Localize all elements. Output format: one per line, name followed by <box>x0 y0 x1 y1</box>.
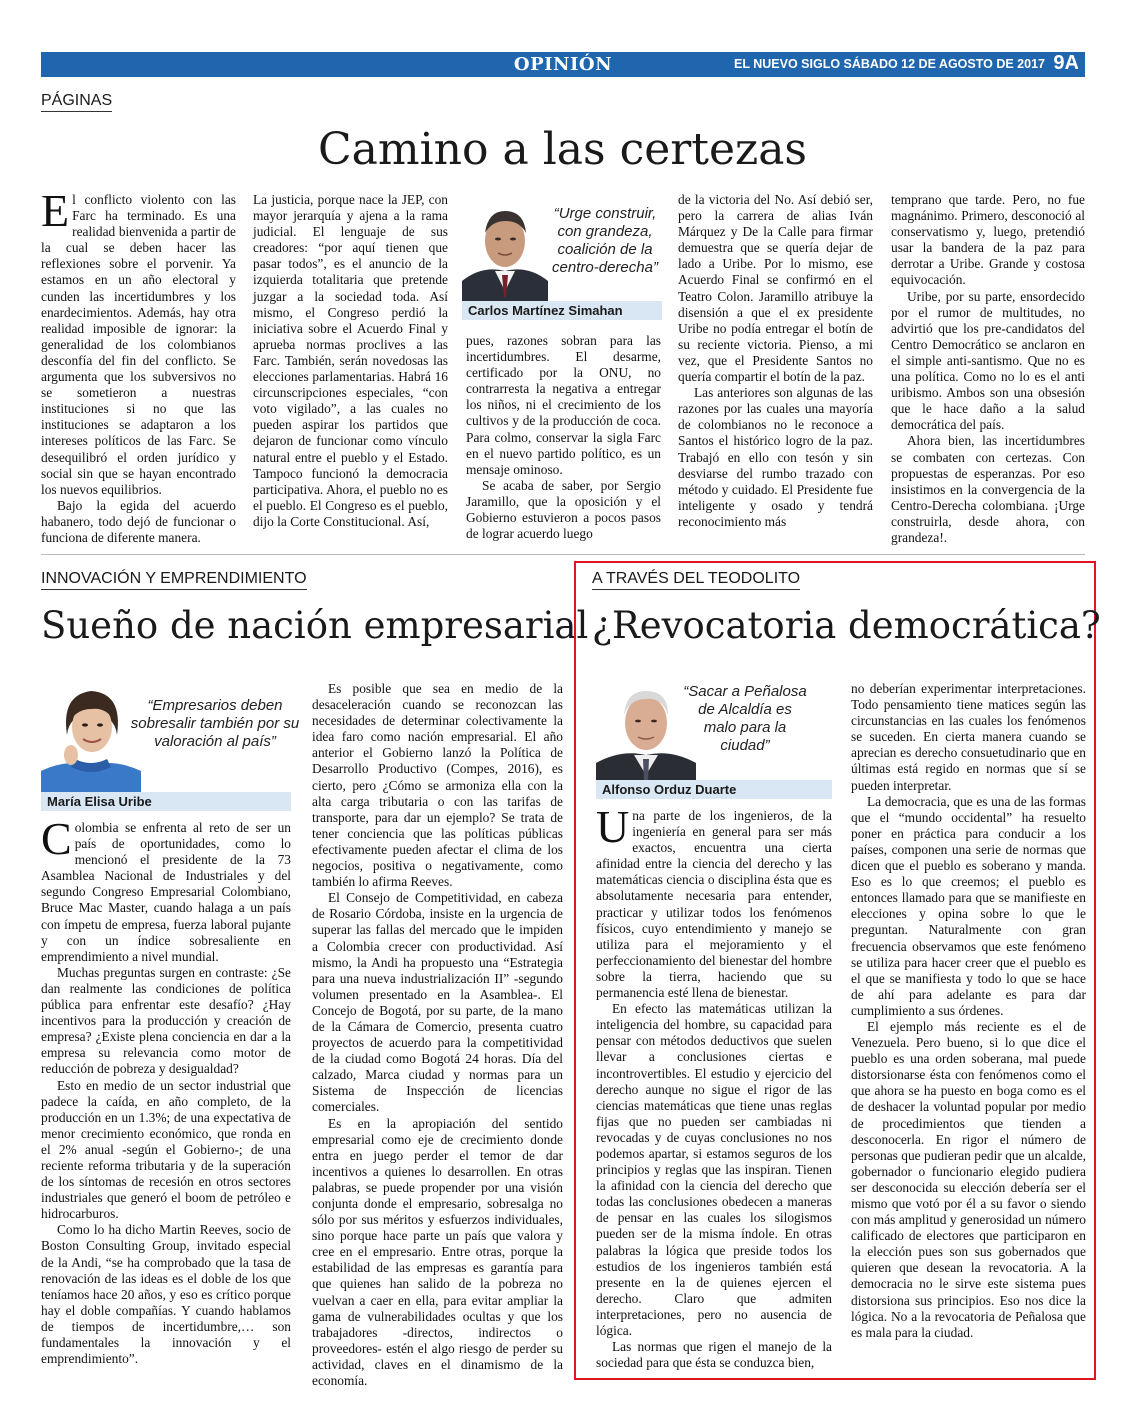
article2-col2 <box>312 681 563 1389</box>
article2-author: María Elisa Uribe <box>41 792 291 811</box>
section-label: OPINIÓN <box>513 54 613 75</box>
portrait-image <box>462 193 548 303</box>
section-divider <box>41 554 1085 555</box>
paragraph: Es posible que sea en medio de la desaceleración cuando se reconozcan las necesidades de determinar colectivamente la idea faro como nación empresarial. El año anterior el Gobierno lanzó la Política de Desarrollo Productivo (Compes, 2016), es cierto, pero ¿Cómo se armoniza ella con la alta carga tributaria o con las tarifas de transporte, para dar un ejemplo? Se trata de tener conciencia que las políticas públicas efectivamente pueden afectar el clima de los negocios, positiva o negativamente, como también lo afirma Reeves. <box>312 681 563 890</box>
paragraph: Uribe, por su parte, ensordecido por el rumor de multitudes, no advirtió que los pre-candidatos del Centro Democrático se anclaron en el simple anti-santismo. Que no es una política. Como no lo es el anti uribismo. Ambos son una obsesión que le hace daño a la salud democrática del país. <box>891 288 1085 433</box>
paragraph: Las anteriores son algunas de las razones por las cuales una mayoría de colombianos no le reconoce a Santos el histórico logro de la paz. Trabajó en ello con tesón y sin desviarse del rumbo trazado con método y cuidado. El Presidente fue inteligente y osado y tendrá reconocimiento más <box>678 385 873 529</box>
paragraph: Como lo ha dicho Martin Reeves, socio de Boston Consulting Group, invitado especial de la Andi, “se ha comprobado que la tasa de renovación de las ideas es el doble de los que teníamos hace 20 años, y eso es crítico porque hay el doble compañías. Y cuando hablamos de tiempos de incertidumbre,… son fundamentales la innovación y el emprendimiento”. <box>41 1222 291 1367</box>
article2-kicker: INNOVACIÓN Y EMPRENDIMIENTO <box>41 570 307 590</box>
paragraph: l conflicto violento con las Farc ha terminado. Es una realidad bienvenida a partir de la cual se deben hacer las reflexiones sobre el porvenir. Ya estamos en un año electoral y cunden las incertidumbres y los enardecimientos. Además, hay otra realidad imposible de ignorar: la generalidad de los colombianos desconfía del fin del conflicto. Se argumenta que los subversivos no se sometieron a nuestras instituciones si no que las instituciones se adaptaron a los intereses políticos de las Farc. Se desequilibró el orden jurídico y social sin que se hayan encontrado los nuevos equilibrios. <box>41 192 236 497</box>
paragraph: de la victoria del No. Así debió ser, pero la carrera de alias Iván Márquez y De la Calle para firmar demuestra que se quería dejar de lado a Uribe. Por lo mismo, ese Acuerdo Final se confirmó en el Teatro Colon. Jaramillo atribuye la disensión a que el ex presidente Uribe no podía entregar el botín de su reciente victoria. Pienso, a mi vez, que el Presidente Santos no quería compartir el botín de la paz. <box>678 192 873 385</box>
paragraph: pues, razones sobran para las incertidumbres. El desarme, certificado por la ONU, no contrarresta la negativa a entregar los niños, ni el crecimiento de los cultivos y de la producción de coca. Para colmo, conservar la sigla Farc en el nuevo partido político, es un mensaje ominoso. <box>466 333 661 477</box>
article3-col2 <box>851 681 1086 1341</box>
article1-quote: “Urge construir, con grandeza, coalición de la centro-derecha” <box>552 205 658 276</box>
article1-headline: Camino a las certezas <box>317 124 808 175</box>
paragraph: Ahora bien, las incertidumbres se combaten con certezas. Con propuestas de esperanzas. Por eso insistimos en la convergencia de la Centro-Derecha colombiana. ¡Urge construirla, desde ahora, con grandeza!. <box>891 433 1085 545</box>
article1-col3 <box>466 333 661 542</box>
article1-dropcap: E <box>41 185 70 236</box>
paragraph: Se acaba de saber, por Sergio Jaramillo, que la oposición y el Gobierno estuvieron a pocos pasos de lograr acuerdo luego <box>466 477 661 542</box>
paragraph: El ejemplo más reciente es el de Venezuela. Pero bueno, si lo que dice el pueblo es una orden soberana, mal puede distorsionarse ésta con fenómenos como el que ahora se ha puesto en boga como es el de deshacer la voluntad popular por medio de procedimientos que tienden a desconocerla. En rigor el número de personas que pudieran pedir que un alcalde, gobernador o funcionario elegido pudiera ser desconocida su elección debería ser el mismo que votó por él a su favor o siendo con más amplitud y generosidad un número calificado de electores que participaron en la elección pues son sus gobernados que quieren que desean la revocatoria. A la democracia no le sirve este sistema pues distorsiona sus principios. Eso nos dice la lógica. No a la revocatoria de Peñalosa que es mala para la ciudad. <box>851 1018 1086 1340</box>
paragraph: Muchas preguntas surgen en contraste: ¿Se dan realmente las condiciones de política pública para enfrentar este desafío? ¿Hay incentivos para la producción y creación de empresa? ¿Existe plena conciencia en dar a la empresa su relevancia como motor de reducción de pobreza y desigualdad? <box>41 964 291 1077</box>
paragraph: no deberían experimentar interpretaciones. Todo pensamiento tiene matices según las circunstancias en las cuales los fenómenos se suceden. En cierta manera cuando se aprecian es derecho consuetudinario que en últimas está regido en normas que sí se pueden interpretar. <box>851 681 1086 793</box>
article3-dropcap: U <box>596 801 630 852</box>
author-photo-carlos <box>462 193 548 303</box>
paragraph: Las normas que rigen el manejo de la sociedad para que ésta se conduzca bien, <box>596 1339 832 1371</box>
page-number: 9A <box>1053 52 1079 74</box>
article1-col4 <box>678 192 873 530</box>
article1-col1 <box>41 185 236 546</box>
article1-col5 <box>891 192 1085 546</box>
paragraph: olombia se enfrenta al reto de ser un país de oportunidades, como lo mencionó el presidente de la 73 Asamblea Nacional de Industriales y del segundo Congreso Empresarial Colombiano, Bruce Mac Master, cuando halaga a un país con ímpetu de empresa, fuerza laboral pujante y con un índice sobresaliente en emprendimiento a nivel mundial. <box>41 820 291 964</box>
header-bar <box>41 52 1085 77</box>
article1-author: Carlos Martínez Simahan <box>462 301 662 320</box>
article3-col1 <box>596 801 832 1371</box>
article3-quote: “Sacar a Peñalosa de Alcaldía es malo para la ciudad” <box>683 683 807 754</box>
masthead-date: EL NUEVO SIGLO SÁBADO 12 DE AGOSTO DE 2017 <box>734 57 1045 71</box>
article1-col2 <box>253 192 448 530</box>
article3-headline: ¿Revocatoria democrática? <box>592 604 1101 647</box>
paragraph: La justicia, porque nace la JEP, con mayor jerarquía y ajena a la rama judicial. El lenguaje de sus creadores: “por aquí tienen que pasar todos”, es el anuncio de la izquierda totalitaria que pretende juzgar a la sociedad toda. Así mismo, el Congreso perdió la iniciativa sobre el Acuerdo Final y aprueba normas proclives a las Farc. También, serán novedosas las elecciones parlamentarias. Habrá 16 circunscripciones especiales, “con voto vigilado”, a las cuales no pueden aspirar los partidos que dejaron de funcionar como vínculo natural entre el pueblo y el Estado. Tampoco funcionó la democracia participativa. Ahora, el pueblo no es el pueblo. El Congreso es el pueblo, dijo la Corte Constitucional. Así, <box>253 192 448 529</box>
article2-quote: “Empresarios deben sobresalir también por su valoración al país” <box>130 697 300 750</box>
article1-kicker: PÁGINAS <box>41 92 112 112</box>
article2-headline: Sueño de nación empresarial <box>41 604 589 647</box>
article3-author: Alfonso Orduz Duarte <box>596 780 832 799</box>
paragraph: Es en la apropiación del sentido empresarial como eje de crecimiento donde entra en juego perder el temor de dar incentivos a quienes lo desarrollen. En otras palabras, se puede propender por una visión conjunta donde el empresario, sobresalga no sólo por sus méritos y esfuerzos individuales, sino porque hace parte un país que valora y cree en el empresario. Entre otras, porque la estabilidad de las empresas es garantía para que quienes han salido de la pobreza no vuelvan a caer en ella, para evitar ampliar la gama de vulnerabilidades ocultas y que los trabajadores -directos, indirectos o proveedores- estén el algo riesgo de perder su actividad, claves en el dinamismo de la economía. <box>312 1115 563 1389</box>
paragraph: Esto en medio de un sector industrial que padece la caída, en año completo, de la producción en un 1.3%; de una expectativa de menor crecimiento económico, que ronda en el 2% anual -según el Gobierno-; de una reciente reforma tributaria y de la superación de los síntomas de recesión en otros sectores industriales que generó el boom de petróleo e hidrocarburos. <box>41 1077 291 1222</box>
article3-kicker: A TRAVÉS DEL TEODOLITO <box>592 570 800 590</box>
paragraph: na parte de los ingenieros, de la ingeniería en general para ser más exactos, encuentra una cierta afinidad entre la ciencia del derecho y las matemáticas ciencia o disciplina ésta que es absolutamente necesaria para entender, practicar y utilizar todos los fenómenos físicos, cuyo entendimiento y manejo se utiliza para el mejoramiento y el perfeccionamiento del bienestar del hombre sobre la tierra, haciendo que su permanencia esté llena de bienestar. <box>596 808 832 1001</box>
author-photo-maria <box>41 675 141 795</box>
article2-col1 <box>41 813 291 1367</box>
article2-dropcap: C <box>41 813 72 864</box>
paragraph: En efecto las matemáticas utilizan la inteligencia del hombre, su capacidad para pensar con métodos deductivos que suelen llevar a conclusiones ciertas e incontrovertibles. El estudio y ejercicio del derecho aunque no sigue el rigor de las ciencias matemáticas que tiene unas reglas fijas que no pueden ser cambiadas ni revocadas y de cuyas conclusiones no nos podemos apartar, si estamos seguros de los principios y reglas que las inspiran. Tienen la afinidad con la ciencia del derecho que todas las conclusiones obedecen a maneras de pensar en las cuales los silogismos pueden ser de la misma índole. En otras palabras la lógica que preside todos los estudios de los ingenieros también está presente en la de quienes ejercen el derecho. Claro que admiten interpretaciones, pero no ausencia de lógica. <box>596 1001 832 1338</box>
portrait-image <box>41 675 141 795</box>
paragraph: temprano que tarde. Pero, no fue magnánimo. Primero, desconoció al conservatismo y, luego, pretendió usar la bandera de la paz para derrotar a Uribe. Grande y costosa equivocación. <box>891 192 1085 288</box>
paragraph: El Consejo de Competitividad, en cabeza de Rosario Córdoba, insiste en la urgencia de superar las fallas del mercado que le impiden a Colombia crecer con productividad. Así mismo, la Andi ha propuesto una “Estrategia para una nueva industrialización II” -segundo volumen presentado en la Asamblea-. El Concejo de Bogotá, por su parte, de la mano de la Cámara de Comercio, presenta cuatro proyectos de acuerdo para la competitividad de la ciudad como Bogotá 24 horas. Día del calzado, Marca ciudad y normas para un Sistema de Inspección de licencias comerciales. <box>312 890 563 1115</box>
paragraph: La democracia, que es una de las formas que el “mundo occidental” ha resuelto poner en práctica para conducir a los países, componen una serie de normas que dicen que el pueblo es soberano y manda. Eso es lo que creemos; el pueblo es entonces llamado para que se manifieste en elecciones y opina sobre lo que le preguntan. Naturalmente con gran frecuencia observamos que este fenómeno se utiliza para hacer creer que el pueblo es el que se manifiesta y todo lo que se hace de ahí para adelante es para dar cumplimiento a sus órdenes. <box>851 793 1086 1018</box>
paragraph: Bajo la egida del acuerdo habanero, todo dejó de funcionar o funciona de diferente manera. <box>41 497 236 545</box>
